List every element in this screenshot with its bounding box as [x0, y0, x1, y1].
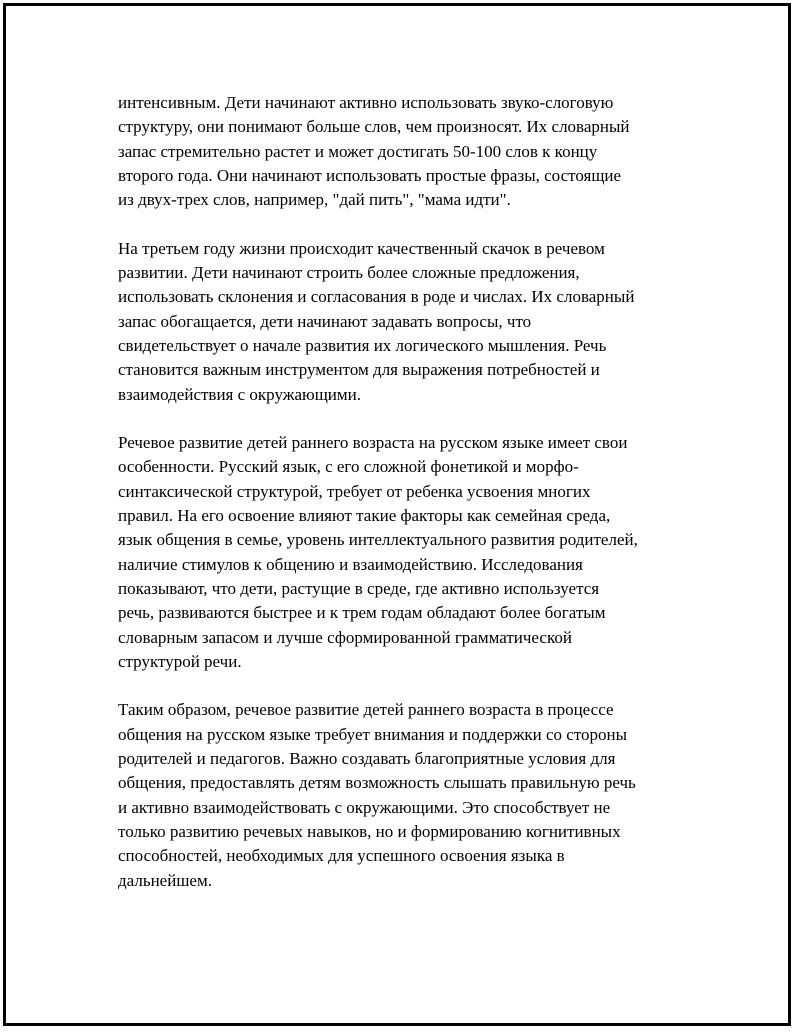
document-body	[118, 91, 690, 893]
paragraph-3: Речевое развитие детей раннего возраста на русском языке имеет свои особенности. Русский язык, с его сложной фонетикой и морфо- синтаксической структурой, требует от ребенка усвоения многих правил. На его освоение влияют такие факторы как семейная среда, язык общения в семье, уровень интеллектуального развития родителей, наличие стимулов к общению и взаимодействию. Исследования показывают, что дети, растущие в среде, где активно используется речь, развиваются быстрее и к трем годам обладают более богатым словарным запасом и лучше сформированной грамматической структурой речи.	[118, 433, 638, 671]
paragraph-2: На третьем году жизни происходит качественный скачок в речевом развитии. Дети начинают строить более сложные предложения, использовать склонения и согласования в роде и числах. Их словарный запас обогащается, дети начинают задавать вопросы, что свидетельствует о начале развития их логического мышления. Речь становится важным инструментом для выражения потребностей и взаимодействия с окружающими.	[118, 238, 635, 404]
paragraph-4: Таким образом, речевое развитие детей раннего возраста в процессе общения на русском языке требует внимания и поддержки со стороны родителей и педагогов. Важно создавать благоприятные условия для общения, предоставлять детям возможность слышать правильную речь и активно взаимодействовать с окружающими. Это способствует не только развитию речевых навыков, но и формированию когнитивных способностей, необходимых для успешного освоения языка в дальнейшем.	[118, 700, 636, 890]
paragraph-1: интенсивным. Дети начинают активно использовать звуко-слоговую структуру, они понимают больше слов, чем произносят. Их словарный запас стремительно растет и может достигать 50-100 слов к концу второго года. Они начинают использовать простые фразы, состоящие из двух-трех слов, например, "дай пить", "мама идти".	[118, 93, 630, 210]
